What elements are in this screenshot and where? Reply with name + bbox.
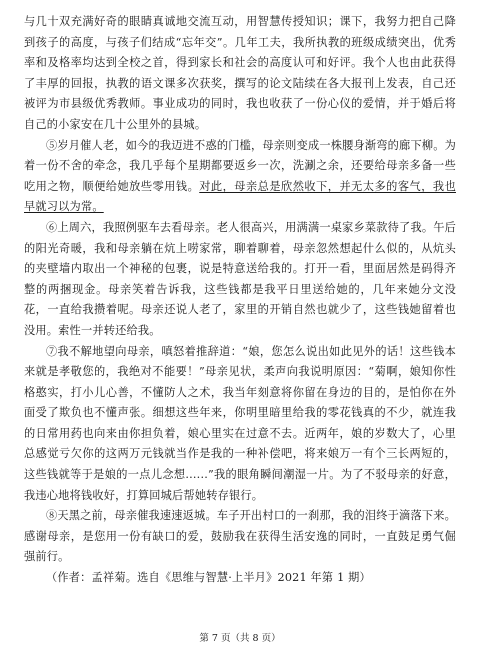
paragraph-continued: 与几十双充满好奇的眼睛真诚地交流互动，用智慧传授知识；课下，我努力把自己降到孩子的高度，与孩子们结成“忘年交”。几年工夫，我所执教的班级成绩突出，优秀率和及格率均达到全校之首，得到家长和社会的高度认可和好评。我个人也由此获得了丰厚的回报，执教的语文课多次获奖，撰写的论文陆续在各大报刊上发表，自己还被评为市县级优秀教师。事业成功的同时，我也收获了一份心仪的爱情，并于婚后将自己的小家安在几十公里外的县城。 — [24, 15, 456, 131]
paragraph-5-text: ⑤岁月催人老，如今的我迈进不惑的门槛，母亲则变成一株腰身渐弯的廊下柳。为着一份不舍的牵念，我几乎每个星期都要返乡一次，洗涮之余，还要给母亲多备一些吃用之物，顺便给她放些零用钱。 — [24, 138, 456, 193]
paragraph-6: ⑥上周六，我照例驱车去看母亲。老人很高兴，用满满一桌家乡菜款待了我。午后的阳光奇暖，我和母亲躺在炕上唠家常，聊着聊着，母亲忽然想起什么似的，从炕头的夹壁墙内取出一个神秘的包裹，说是特意送给我的。打开一看，里面居然是码得齐整的两捆现金。母亲笑着告诉我，这些钱都是我平日里送给她的，几年来她分文没花，一直给我攒着呢。母亲还说人老了，家里的开销自然也就少了，这些钱她留着也没用。索性一并转还给我。 — [24, 220, 456, 337]
article-source: （作者：孟祥菊。选自《思维与智慧·上半月》2021 年第 1 期） — [46, 571, 371, 585]
article-body — [24, 12, 456, 589]
paragraph-5-underlined-sentence: 对此，母亲总是欣然收下，并无太多的客气，我也早就习以为常。 — [24, 179, 456, 214]
paragraph-7: ⑦我不解地望向母亲，嗔怒着推辞道：“娘，您怎么说出如此见外的话！这些钱本来就是孝敬您的，我绝对不能要！”母亲见状，柔声向我说明原因：“菊啊，娘知你性格憨实，打小儿心善，不懂防人之术，我当年刻意将你留在身边的目的，是怕你在外面受了欺负也不懂声张。细想这些年来，你明里暗里给我的零花钱真的不少，就连我的日常用药也向来由你担负着，娘心里实在过意不去。近两年，娘的岁数大了，心里总感觉亏欠你的这两万元钱就当作是我的一种补偿吧，将来娘万一有个三长两短的，这些钱就等于是娘的一点儿念想......”我的眼角瞬间潮湿一片。为了不驳母亲的好意，我违心地将钱收好，打算回城后帮她转存银行。 — [24, 344, 456, 502]
paragraph-8: ⑧天黑之前，母亲催我速速返城。车子开出村口的一刹那，我的泪终于滴落下来。感谢母亲，是您用一份有缺口的爱，鼓励我在获得生活安逸的同时，一直鼓足勇气倔强前行。 — [24, 509, 456, 564]
paragraph-5 — [24, 136, 456, 218]
page-footer: 第 7 页（共 8 页） — [199, 633, 281, 644]
